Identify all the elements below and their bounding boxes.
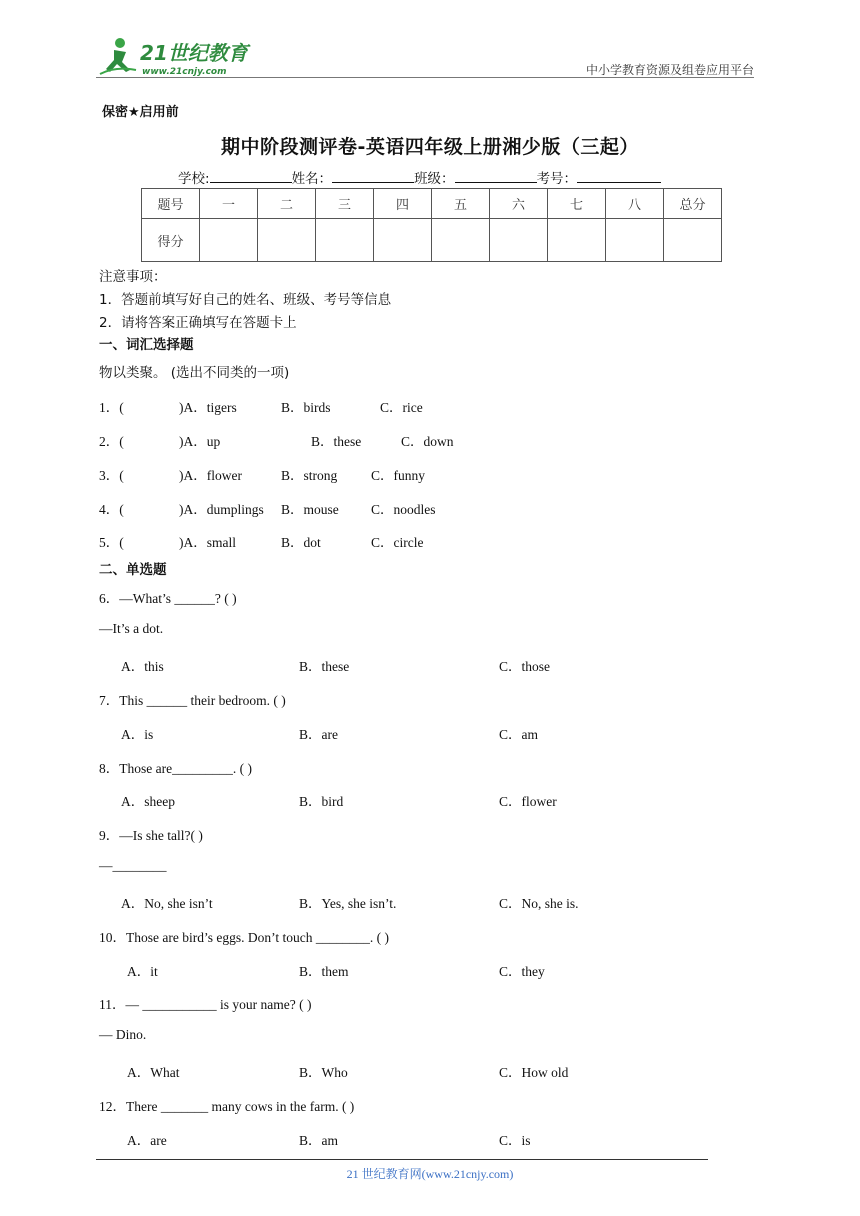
- option-b[interactable]: B．Who: [299, 1065, 348, 1080]
- notes-title: 注意事项：: [99, 269, 167, 285]
- class-blank[interactable]: [455, 169, 537, 183]
- school-blank[interactable]: [210, 169, 292, 183]
- header-divider: [96, 77, 754, 78]
- score-col-5: 五: [432, 189, 490, 219]
- question-number: 1．(: [99, 400, 124, 415]
- option-a[interactable]: A．What: [127, 1065, 180, 1080]
- class-label: 班级：: [414, 171, 455, 187]
- option-c[interactable]: C．am: [499, 727, 538, 742]
- site-logo: [96, 36, 266, 78]
- option-b[interactable]: B．am: [299, 1133, 338, 1148]
- option-b[interactable]: B．are: [299, 727, 338, 742]
- footer-text: 21 世纪教育网(www.21cnjy.com): [346, 1167, 514, 1181]
- option-c[interactable]: C．rice: [380, 400, 423, 415]
- svg-text:www.21cnjy.com: www.21cnjy.com: [142, 67, 227, 77]
- question-stem: 12．There _______ many cows in the farm. ( ): [99, 1099, 355, 1114]
- question-number: 3．(: [99, 468, 124, 483]
- question-stem: 9．—Is she tall?( ): [99, 828, 203, 843]
- score-col-6: 六: [490, 189, 548, 219]
- score-table-score-row: [142, 219, 722, 262]
- question-context: — Dino.: [99, 1027, 147, 1042]
- score-cell[interactable]: [200, 219, 258, 262]
- option-b[interactable]: B．strong: [281, 468, 338, 483]
- page-title: 期中阶段测评卷-英语四年级上册湘少版（三起）: [221, 136, 639, 158]
- option-c[interactable]: C．down: [401, 434, 454, 449]
- section-heading: 一、词汇选择题: [99, 337, 194, 353]
- question-number: 5．(: [99, 535, 124, 550]
- name-blank[interactable]: [332, 169, 414, 183]
- school-label: 学校:: [178, 171, 210, 187]
- confidential-label: 保密★启用前: [102, 105, 179, 120]
- option-c[interactable]: C．noodles: [371, 502, 436, 517]
- question-stem: 10．Those are bird’s eggs. Don’t touch ________. ( ): [99, 930, 389, 945]
- runner-icon: [100, 38, 136, 74]
- question-number: 4．(: [99, 502, 124, 517]
- option-a[interactable]: )A．tigers: [179, 400, 237, 415]
- score-row-label: 得分: [142, 219, 200, 262]
- option-a[interactable]: )A．up: [179, 434, 221, 449]
- score-col-4: 四: [374, 189, 432, 219]
- option-b[interactable]: B．these: [299, 659, 350, 674]
- option-b[interactable]: B．these: [311, 434, 362, 449]
- option-a[interactable]: )A．small: [179, 535, 236, 550]
- option-a[interactable]: A．it: [127, 964, 158, 979]
- option-a[interactable]: )A．dumplings: [179, 502, 264, 517]
- option-a[interactable]: A．No, she isn’t: [121, 896, 213, 911]
- option-a[interactable]: A．is: [121, 727, 154, 742]
- exam-no-blank[interactable]: [577, 169, 661, 183]
- option-c[interactable]: C．those: [499, 659, 551, 674]
- option-b[interactable]: B．dot: [281, 535, 321, 550]
- question-stem: 7．This ______ their bedroom. ( ): [99, 693, 286, 708]
- option-c[interactable]: C．circle: [371, 535, 424, 550]
- score-col-7: 七: [548, 189, 606, 219]
- option-a[interactable]: )A．flower: [179, 468, 242, 483]
- option-b[interactable]: B．bird: [299, 794, 344, 809]
- score-cell[interactable]: [374, 219, 432, 262]
- option-b[interactable]: B．them: [299, 964, 349, 979]
- option-a[interactable]: A．sheep: [121, 794, 175, 809]
- option-a[interactable]: A．this: [121, 659, 164, 674]
- student-info-line: [178, 167, 661, 187]
- exam-no-label: 考号：: [536, 171, 578, 187]
- svg-text:21世纪教育: 21世纪教育: [140, 41, 248, 65]
- footer-divider: [96, 1159, 708, 1160]
- question-context: —________: [99, 858, 167, 873]
- question-stem: 11．— ___________ is your name? ( ): [99, 997, 312, 1012]
- score-cell[interactable]: [606, 219, 664, 262]
- score-table: [141, 188, 722, 262]
- option-c[interactable]: C．they: [499, 964, 545, 979]
- section-heading: 二、单选题: [99, 562, 167, 578]
- score-cell[interactable]: [316, 219, 374, 262]
- score-table-header-label: 题号: [142, 189, 200, 219]
- question-number: 2．(: [99, 434, 124, 449]
- note-item: 2．请将答案正确填写在答题卡上: [99, 315, 297, 331]
- score-cell[interactable]: [664, 219, 722, 262]
- score-cell[interactable]: [432, 219, 490, 262]
- option-b[interactable]: B．birds: [281, 400, 331, 415]
- name-label: 姓名：: [291, 171, 333, 187]
- score-col-3: 三: [316, 189, 374, 219]
- note-item: 1．答题前填写好自己的姓名、班级、考号等信息: [99, 292, 392, 308]
- option-b[interactable]: B．mouse: [281, 502, 339, 517]
- score-table-header-row: [142, 189, 722, 219]
- score-cell[interactable]: [548, 219, 606, 262]
- option-c[interactable]: C．How old: [499, 1065, 569, 1080]
- score-cell[interactable]: [258, 219, 316, 262]
- platform-name: 中小学教育资源及组卷应用平台: [585, 63, 754, 77]
- question-stem: 8．Those are_________. ( ): [99, 761, 252, 776]
- score-col-1: 一: [200, 189, 258, 219]
- section-instruction: 物以类聚。 (选出不同类的一项): [99, 365, 290, 381]
- option-c[interactable]: C．No, she is.: [499, 896, 579, 911]
- option-b[interactable]: B．Yes, she isn’t.: [299, 896, 397, 911]
- option-c[interactable]: C．flower: [499, 794, 557, 809]
- question-context: —It’s a dot.: [99, 621, 164, 636]
- option-c[interactable]: C．funny: [371, 468, 425, 483]
- option-a[interactable]: A．are: [127, 1133, 167, 1148]
- score-col-2: 二: [258, 189, 316, 219]
- score-cell[interactable]: [490, 219, 548, 262]
- option-c[interactable]: C．is: [499, 1133, 531, 1148]
- score-col-total: 总分: [664, 189, 722, 219]
- score-col-8: 八: [606, 189, 664, 219]
- question-stem: 6．—What’s ______? ( ): [99, 591, 237, 606]
